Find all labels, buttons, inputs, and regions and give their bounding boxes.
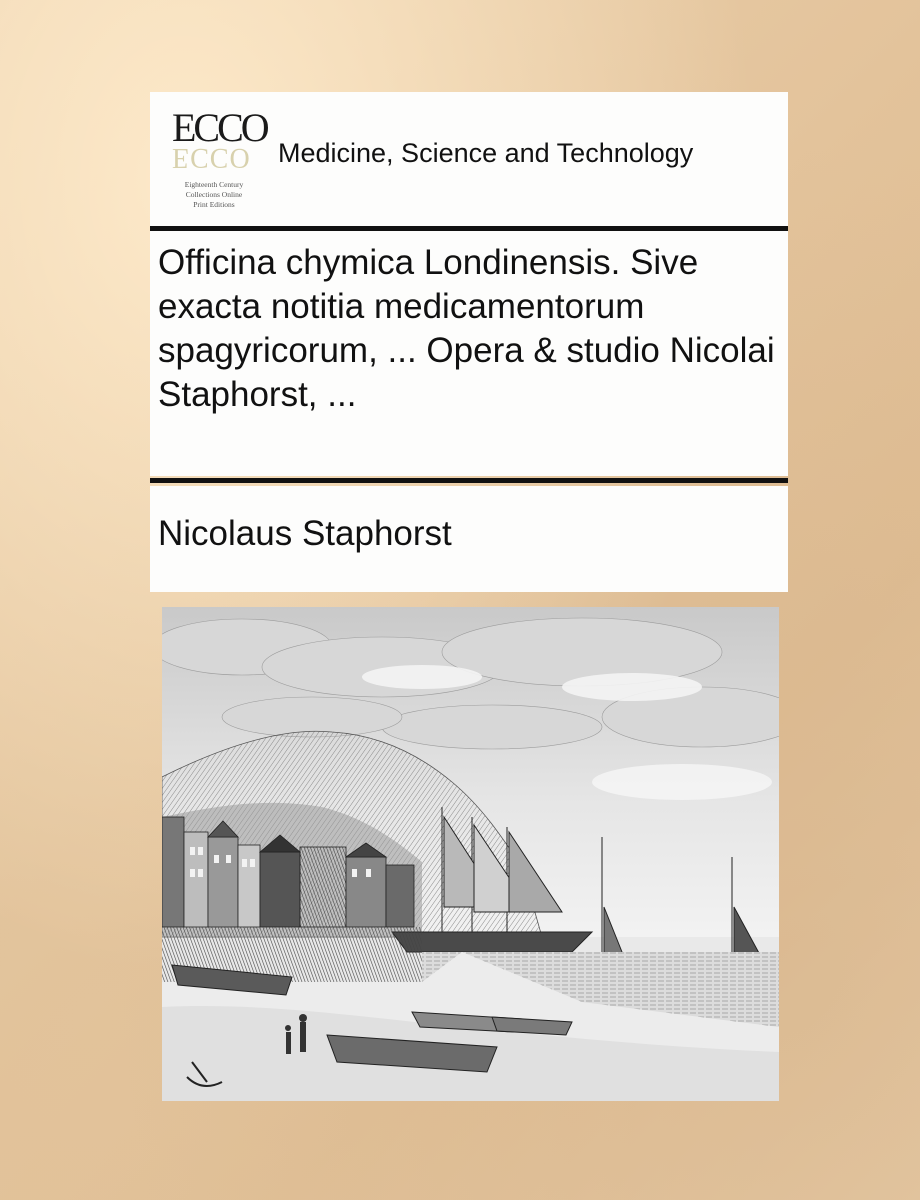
title-bottom-rule: [150, 478, 788, 483]
ecco-logo: [164, 105, 267, 212]
ecco-caption-line-3: Print Editions: [193, 200, 235, 209]
ecco-logo-mark: ECCO: [172, 105, 267, 150]
author-panel: [150, 486, 788, 592]
title-panel: [150, 231, 788, 476]
ecco-logo-caption: [164, 180, 264, 210]
harbor-engraving-illustration: [162, 607, 779, 1101]
ecco-logo-reflection: ECCO: [172, 142, 251, 173]
series-header: [150, 92, 788, 226]
harbor-scene-svg: [162, 607, 779, 1101]
ecco-caption-line-1: Eighteenth Century: [184, 180, 244, 189]
series-title: Medicine, Science and Technology: [278, 138, 694, 168]
book-title: Officina chymica Londinensis. Sive exacta notitia medicamentorum spagyricorum, ... Opera & studio Nicolai Staphorst, ...: [158, 243, 775, 414]
book-author: Nicolaus Staphorst: [158, 514, 452, 553]
ecco-caption-line-2: Collections Online: [185, 190, 243, 199]
